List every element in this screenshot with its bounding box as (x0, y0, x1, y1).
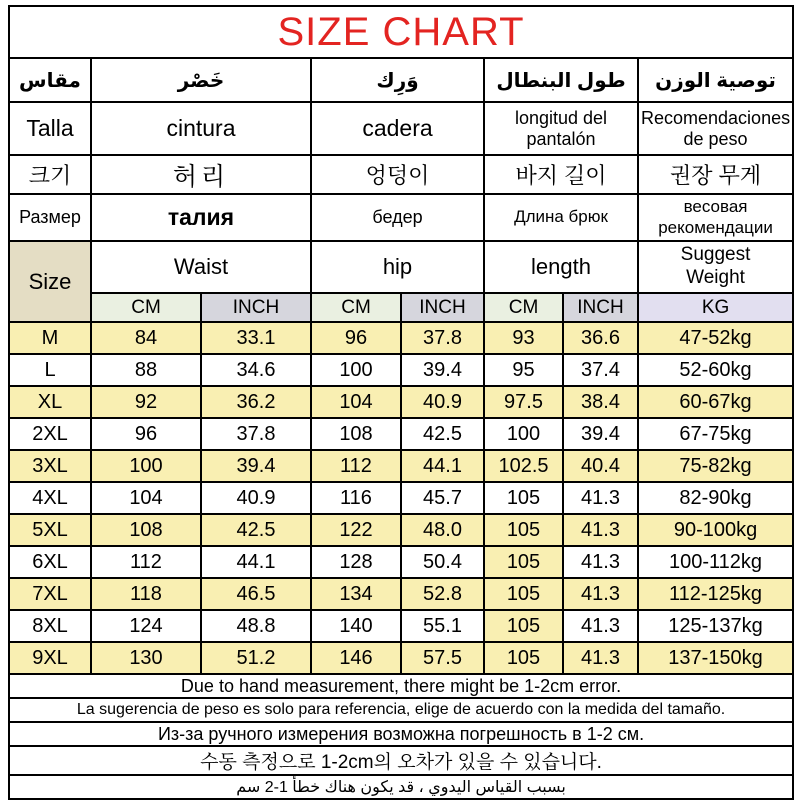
size-row-m (9, 322, 793, 354)
cell-size: XL (9, 386, 91, 418)
note-row-english (9, 674, 793, 698)
cell-weight: 100-112kg (638, 546, 793, 578)
note-english: Due to hand measurement, there might be 1-2cm error. (9, 674, 793, 698)
header-english-weight (638, 241, 793, 293)
cell-length-cm: 105 (484, 514, 563, 546)
header-korean-size: 크기 (9, 155, 91, 194)
cell-waist-cm: 130 (91, 642, 201, 674)
cell-waist-inch: 51.2 (201, 642, 311, 674)
cell-size: 5XL (9, 514, 91, 546)
cell-length-cm: 105 (484, 610, 563, 642)
page-title: SIZE CHART (9, 6, 793, 58)
unit-hip-cm: CM (311, 293, 401, 322)
cell-waist-inch: 34.6 (201, 354, 311, 386)
cell-waist-inch: 48.8 (201, 610, 311, 642)
note-row-spanish (9, 698, 793, 722)
header-english-hip: hip (311, 241, 484, 293)
cell-weight: 125-137kg (638, 610, 793, 642)
cell-length-cm: 93 (484, 322, 563, 354)
header-korean-length: 바지 길이 (484, 155, 638, 194)
size-row-5xl (9, 514, 793, 546)
cell-length-cm: 102.5 (484, 450, 563, 482)
cell-length-inch: 41.3 (563, 546, 638, 578)
cell-length-inch: 41.3 (563, 514, 638, 546)
cell-hip-inch: 50.4 (401, 546, 484, 578)
cell-size: L (9, 354, 91, 386)
cell-waist-inch: 40.9 (201, 482, 311, 514)
header-russian-hip: бедер (311, 194, 484, 241)
cell-waist-inch: 33.1 (201, 322, 311, 354)
cell-weight: 67-75kg (638, 418, 793, 450)
header-spanish-length: longitud del pantalón (484, 102, 638, 155)
header-row-korean (9, 155, 793, 194)
cell-hip-inch: 48.0 (401, 514, 484, 546)
cell-waist-inch: 36.2 (201, 386, 311, 418)
header-korean-waist: 허리 (91, 155, 311, 194)
cell-hip-inch: 52.8 (401, 578, 484, 610)
cell-hip-cm: 104 (311, 386, 401, 418)
cell-hip-cm: 112 (311, 450, 401, 482)
cell-length-inch: 36.6 (563, 322, 638, 354)
cell-waist-cm: 96 (91, 418, 201, 450)
cell-waist-inch: 42.5 (201, 514, 311, 546)
cell-waist-cm: 84 (91, 322, 201, 354)
cell-length-cm: 95 (484, 354, 563, 386)
size-row-7xl (9, 578, 793, 610)
cell-length-inch: 39.4 (563, 418, 638, 450)
header-arabic-length: طول البنطال (484, 58, 638, 102)
cell-length-cm: 97.5 (484, 386, 563, 418)
header-korean-weight: 권장 무게 (638, 155, 793, 194)
cell-length-inch: 38.4 (563, 386, 638, 418)
cell-hip-cm: 140 (311, 610, 401, 642)
cell-length-inch: 41.3 (563, 610, 638, 642)
cell-length-inch: 37.4 (563, 354, 638, 386)
cell-waist-cm: 118 (91, 578, 201, 610)
cell-waist-inch: 46.5 (201, 578, 311, 610)
cell-length-cm: 105 (484, 482, 563, 514)
size-row-2xl (9, 418, 793, 450)
size-row-xl (9, 386, 793, 418)
cell-weight: 112-125kg (638, 578, 793, 610)
cell-hip-cm: 146 (311, 642, 401, 674)
cell-length-inch: 40.4 (563, 450, 638, 482)
cell-hip-inch: 42.5 (401, 418, 484, 450)
cell-hip-inch: 44.1 (401, 450, 484, 482)
cell-hip-cm: 108 (311, 418, 401, 450)
cell-waist-cm: 92 (91, 386, 201, 418)
header-english-waist: Waist (91, 241, 311, 293)
size-row-l (9, 354, 793, 386)
cell-hip-cm: 116 (311, 482, 401, 514)
unit-length-inch: INCH (563, 293, 638, 322)
header-arabic-waist: خَصْر (91, 58, 311, 102)
cell-weight: 60-67kg (638, 386, 793, 418)
header-spanish-hip: cadera (311, 102, 484, 155)
cell-size: 8XL (9, 610, 91, 642)
cell-waist-cm: 88 (91, 354, 201, 386)
cell-hip-cm: 100 (311, 354, 401, 386)
size-row-8xl (9, 610, 793, 642)
note-row-korean (9, 746, 793, 775)
unit-waist-cm: CM (91, 293, 201, 322)
cell-size: 6XL (9, 546, 91, 578)
header-russian-length: Длина брюк (484, 194, 638, 241)
note-row-arabic (9, 775, 793, 799)
title-row (9, 6, 793, 58)
note-korean: 수동 측정으로 1-2cm의 오차가 있을 수 있습니다. (9, 746, 793, 775)
cell-weight: 47-52kg (638, 322, 793, 354)
cell-length-cm: 105 (484, 578, 563, 610)
unit-length-cm: CM (484, 293, 563, 322)
cell-hip-inch: 57.5 (401, 642, 484, 674)
unit-header-row (9, 293, 793, 322)
header-english-length: length (484, 241, 638, 293)
cell-waist-cm: 108 (91, 514, 201, 546)
header-arabic-hip: وَرِك (311, 58, 484, 102)
header-arabic-size: مقاس (9, 58, 91, 102)
cell-weight: 52-60kg (638, 354, 793, 386)
cell-waist-cm: 100 (91, 450, 201, 482)
cell-hip-cm: 122 (311, 514, 401, 546)
cell-size: 4XL (9, 482, 91, 514)
header-row-arabic (9, 58, 793, 102)
cell-hip-inch: 39.4 (401, 354, 484, 386)
header-spanish-size: Talla (9, 102, 91, 155)
note-row-russian (9, 722, 793, 746)
note-arabic: بسبب القياس اليدوي ، قد يكون هناك خطأ 1-2 سم (9, 775, 793, 799)
cell-length-cm: 105 (484, 642, 563, 674)
size-row-6xl (9, 546, 793, 578)
header-english-size: Size (9, 241, 91, 322)
cell-waist-cm: 124 (91, 610, 201, 642)
cell-length-cm: 100 (484, 418, 563, 450)
cell-size: M (9, 322, 91, 354)
header-korean-hip: 엉덩이 (311, 155, 484, 194)
unit-waist-inch: INCH (201, 293, 311, 322)
cell-hip-inch: 45.7 (401, 482, 484, 514)
header-row-english (9, 241, 793, 293)
cell-weight: 75-82kg (638, 450, 793, 482)
cell-hip-cm: 134 (311, 578, 401, 610)
header-russian-weight: весовая рекомендации (638, 194, 793, 241)
cell-hip-inch: 37.8 (401, 322, 484, 354)
cell-length-inch: 41.3 (563, 482, 638, 514)
cell-weight: 90-100kg (638, 514, 793, 546)
header-spanish-weight: Recomendaciones de peso (638, 102, 793, 155)
cell-hip-cm: 96 (311, 322, 401, 354)
unit-weight-kg: KG (638, 293, 793, 322)
header-spanish-waist: cintura (91, 102, 311, 155)
cell-size: 7XL (9, 578, 91, 610)
cell-length-inch: 41.3 (563, 578, 638, 610)
header-row-russian (9, 194, 793, 241)
cell-weight: 82-90kg (638, 482, 793, 514)
size-row-3xl (9, 450, 793, 482)
unit-hip-inch: INCH (401, 293, 484, 322)
suggest-weight-label: Suggest Weight (680, 244, 751, 288)
header-arabic-weight: توصية الوزن (638, 58, 793, 102)
cell-size: 2XL (9, 418, 91, 450)
cell-waist-inch: 39.4 (201, 450, 311, 482)
cell-waist-cm: 104 (91, 482, 201, 514)
size-chart-table (8, 5, 794, 800)
note-russian: Из-за ручного измерения возможна погрешность в 1-2 см. (9, 722, 793, 746)
cell-hip-inch: 55.1 (401, 610, 484, 642)
cell-waist-inch: 37.8 (201, 418, 311, 450)
size-row-4xl (9, 482, 793, 514)
header-russian-waist: талия (91, 194, 311, 241)
cell-size: 3XL (9, 450, 91, 482)
note-spanish: La sugerencia de peso es solo para referencia, elige de acuerdo con la medida del tamaño. (9, 698, 793, 722)
cell-weight: 137-150kg (638, 642, 793, 674)
cell-length-cm: 105 (484, 546, 563, 578)
cell-size: 9XL (9, 642, 91, 674)
cell-length-inch: 41.3 (563, 642, 638, 674)
header-russian-size: Размер (9, 194, 91, 241)
cell-hip-cm: 128 (311, 546, 401, 578)
header-row-spanish (9, 102, 793, 155)
cell-waist-inch: 44.1 (201, 546, 311, 578)
size-row-9xl (9, 642, 793, 674)
cell-hip-inch: 40.9 (401, 386, 484, 418)
cell-waist-cm: 112 (91, 546, 201, 578)
